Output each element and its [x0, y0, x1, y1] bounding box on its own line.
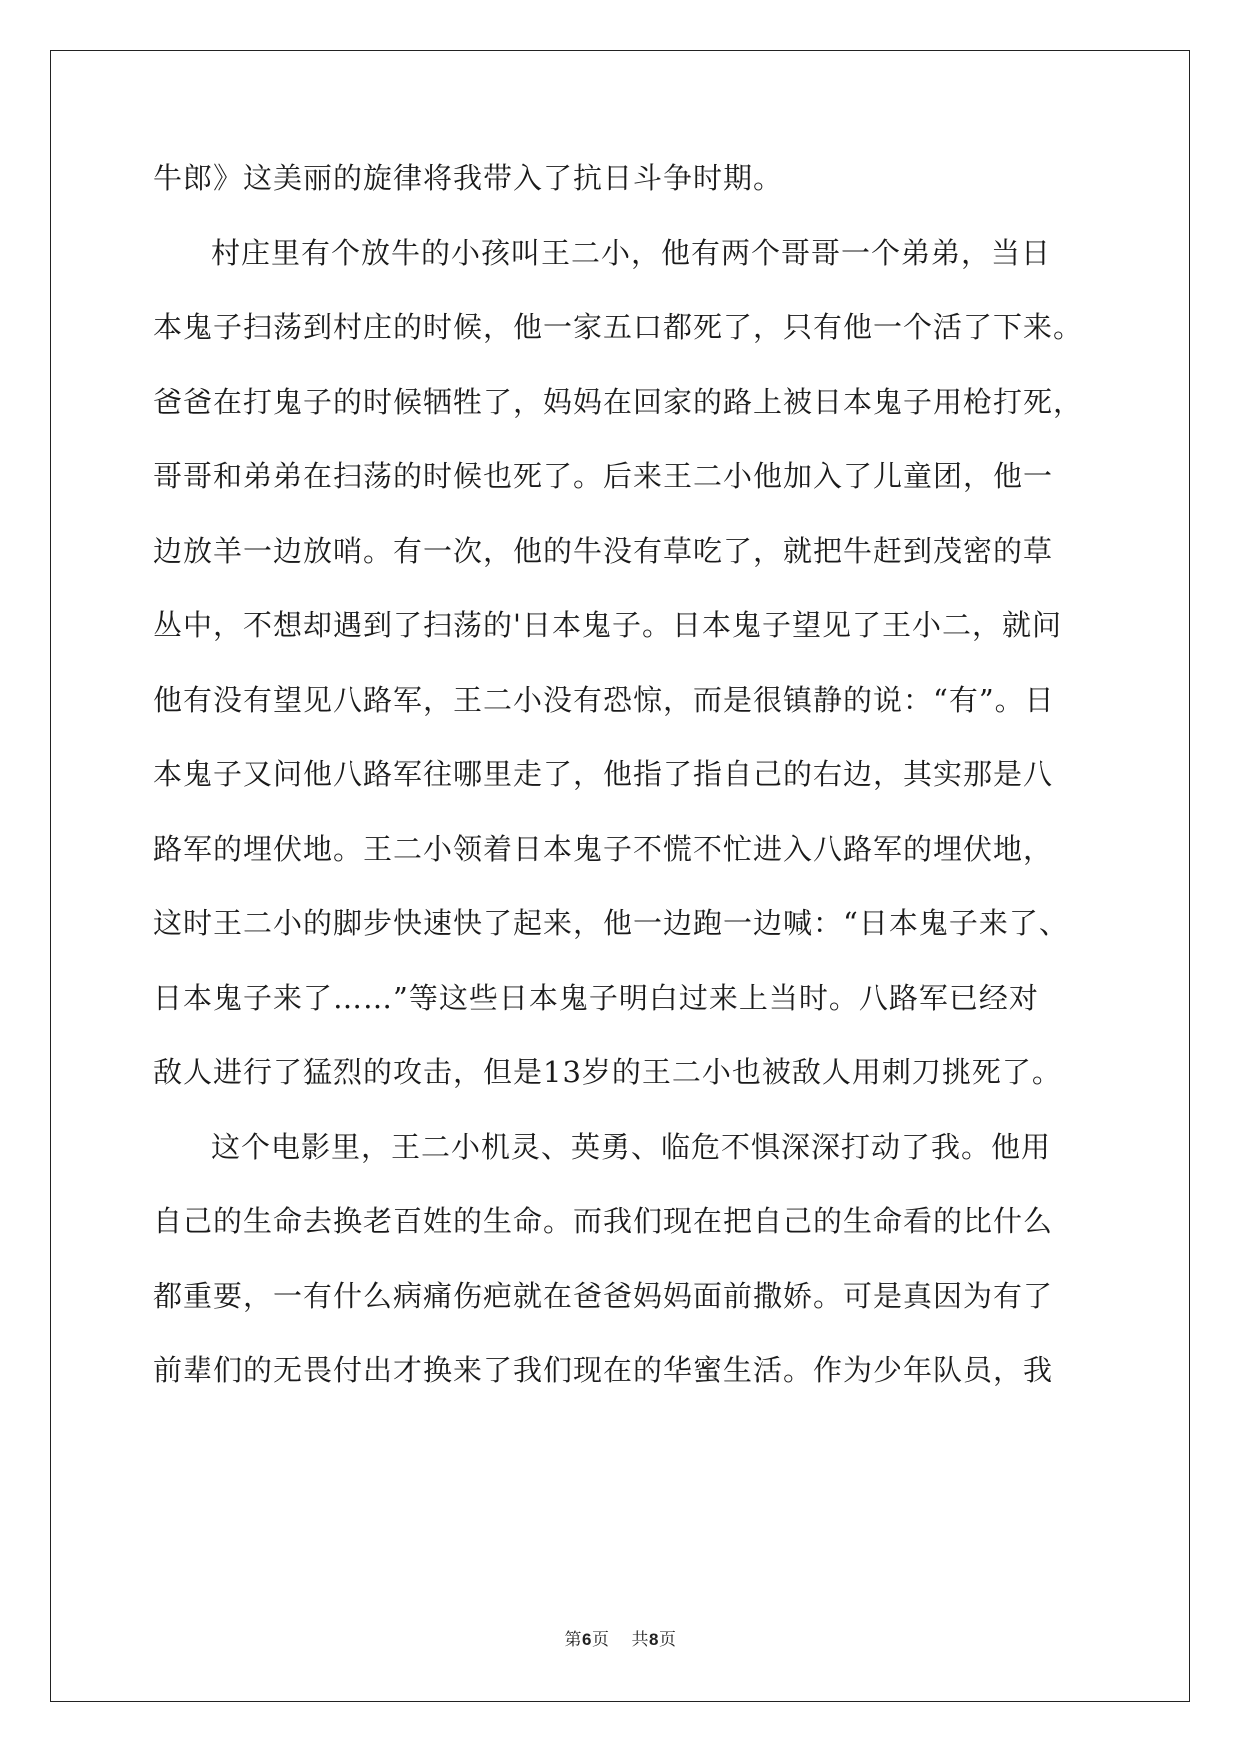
- text-line: 丛中，不想却遇到了扫荡的'日本鬼子。日本鬼子望见了王小二，就问: [153, 608, 1062, 642]
- text-line: 本鬼子又问他八路军往哪里走了，他指了指自己的右边，其实那是八: [153, 757, 1054, 791]
- text-line: 村庄里有个放牛的小孩叫王二小，他有两个哥哥一个弟弟，当日: [211, 235, 1052, 270]
- document-body: [153, 158, 1093, 1425]
- page-number-total: 8: [649, 1630, 659, 1649]
- page-footer: [0, 1625, 1241, 1650]
- text-line: 日本鬼子来了……”等这些日本鬼子明白过来上当时。八路军已经对: [153, 980, 1039, 1015]
- text-line: 哥哥和弟弟在扫荡的时候也死了。后来王二小他加入了儿童团，他一: [153, 459, 1054, 493]
- text-line: 前辈们的无畏付出才换来了我们现在的华蜜生活。作为少年队员，我: [153, 1353, 1054, 1387]
- text-line: 他有没有望见八路军，王二小没有恐惊，而是很镇静的说：“有”。日: [153, 682, 1055, 717]
- text-line: 这个电影里，王二小机灵、英勇、临危不惧深深打动了我。他用: [211, 1129, 1052, 1164]
- text-line: 这时王二小的脚步快速快了起来，他一边跑一边喊：“日本鬼子来了、: [153, 906, 1069, 940]
- text-line: 边放羊一边放哨。有一次，他的牛没有草吃了，就把牛赶到茂密的草: [153, 533, 1054, 568]
- page-unit: 页: [592, 1630, 610, 1650]
- text-line: 路军的埋伏地。王二小领着日本鬼子不慌不忙进入八路军的埋伏地，: [153, 831, 1054, 866]
- page-number-current: 6: [582, 1630, 592, 1649]
- text-line: 本鬼子扫荡到村庄的时候，他一家五口都死了，只有他一个活了下来。: [153, 310, 1084, 344]
- total-unit: 页: [658, 1630, 677, 1650]
- page-prefix: 第: [564, 1630, 583, 1650]
- text-line: 自己的生命去换老百姓的生命。而我们现在把自己的生命看的比什么: [153, 1204, 1054, 1238]
- text-line: 都重要，一有什么病痛伤疤就在爸爸妈妈面前撒娇。可是真因为有了: [153, 1278, 1054, 1313]
- text-line: 爸爸在打鬼子的时候牺牲了，妈妈在回家的路上被日本鬼子用枪打死，: [153, 384, 1084, 419]
- text-line: 敌人进行了猛烈的攻击，但是13岁的王二小也被敌人用刺刀挑死了。: [153, 1055, 1062, 1089]
- text-line: 牛郎》这美丽的旋律将我带入了抗日斗争时期。: [153, 161, 784, 195]
- total-prefix: 共: [631, 1630, 649, 1650]
